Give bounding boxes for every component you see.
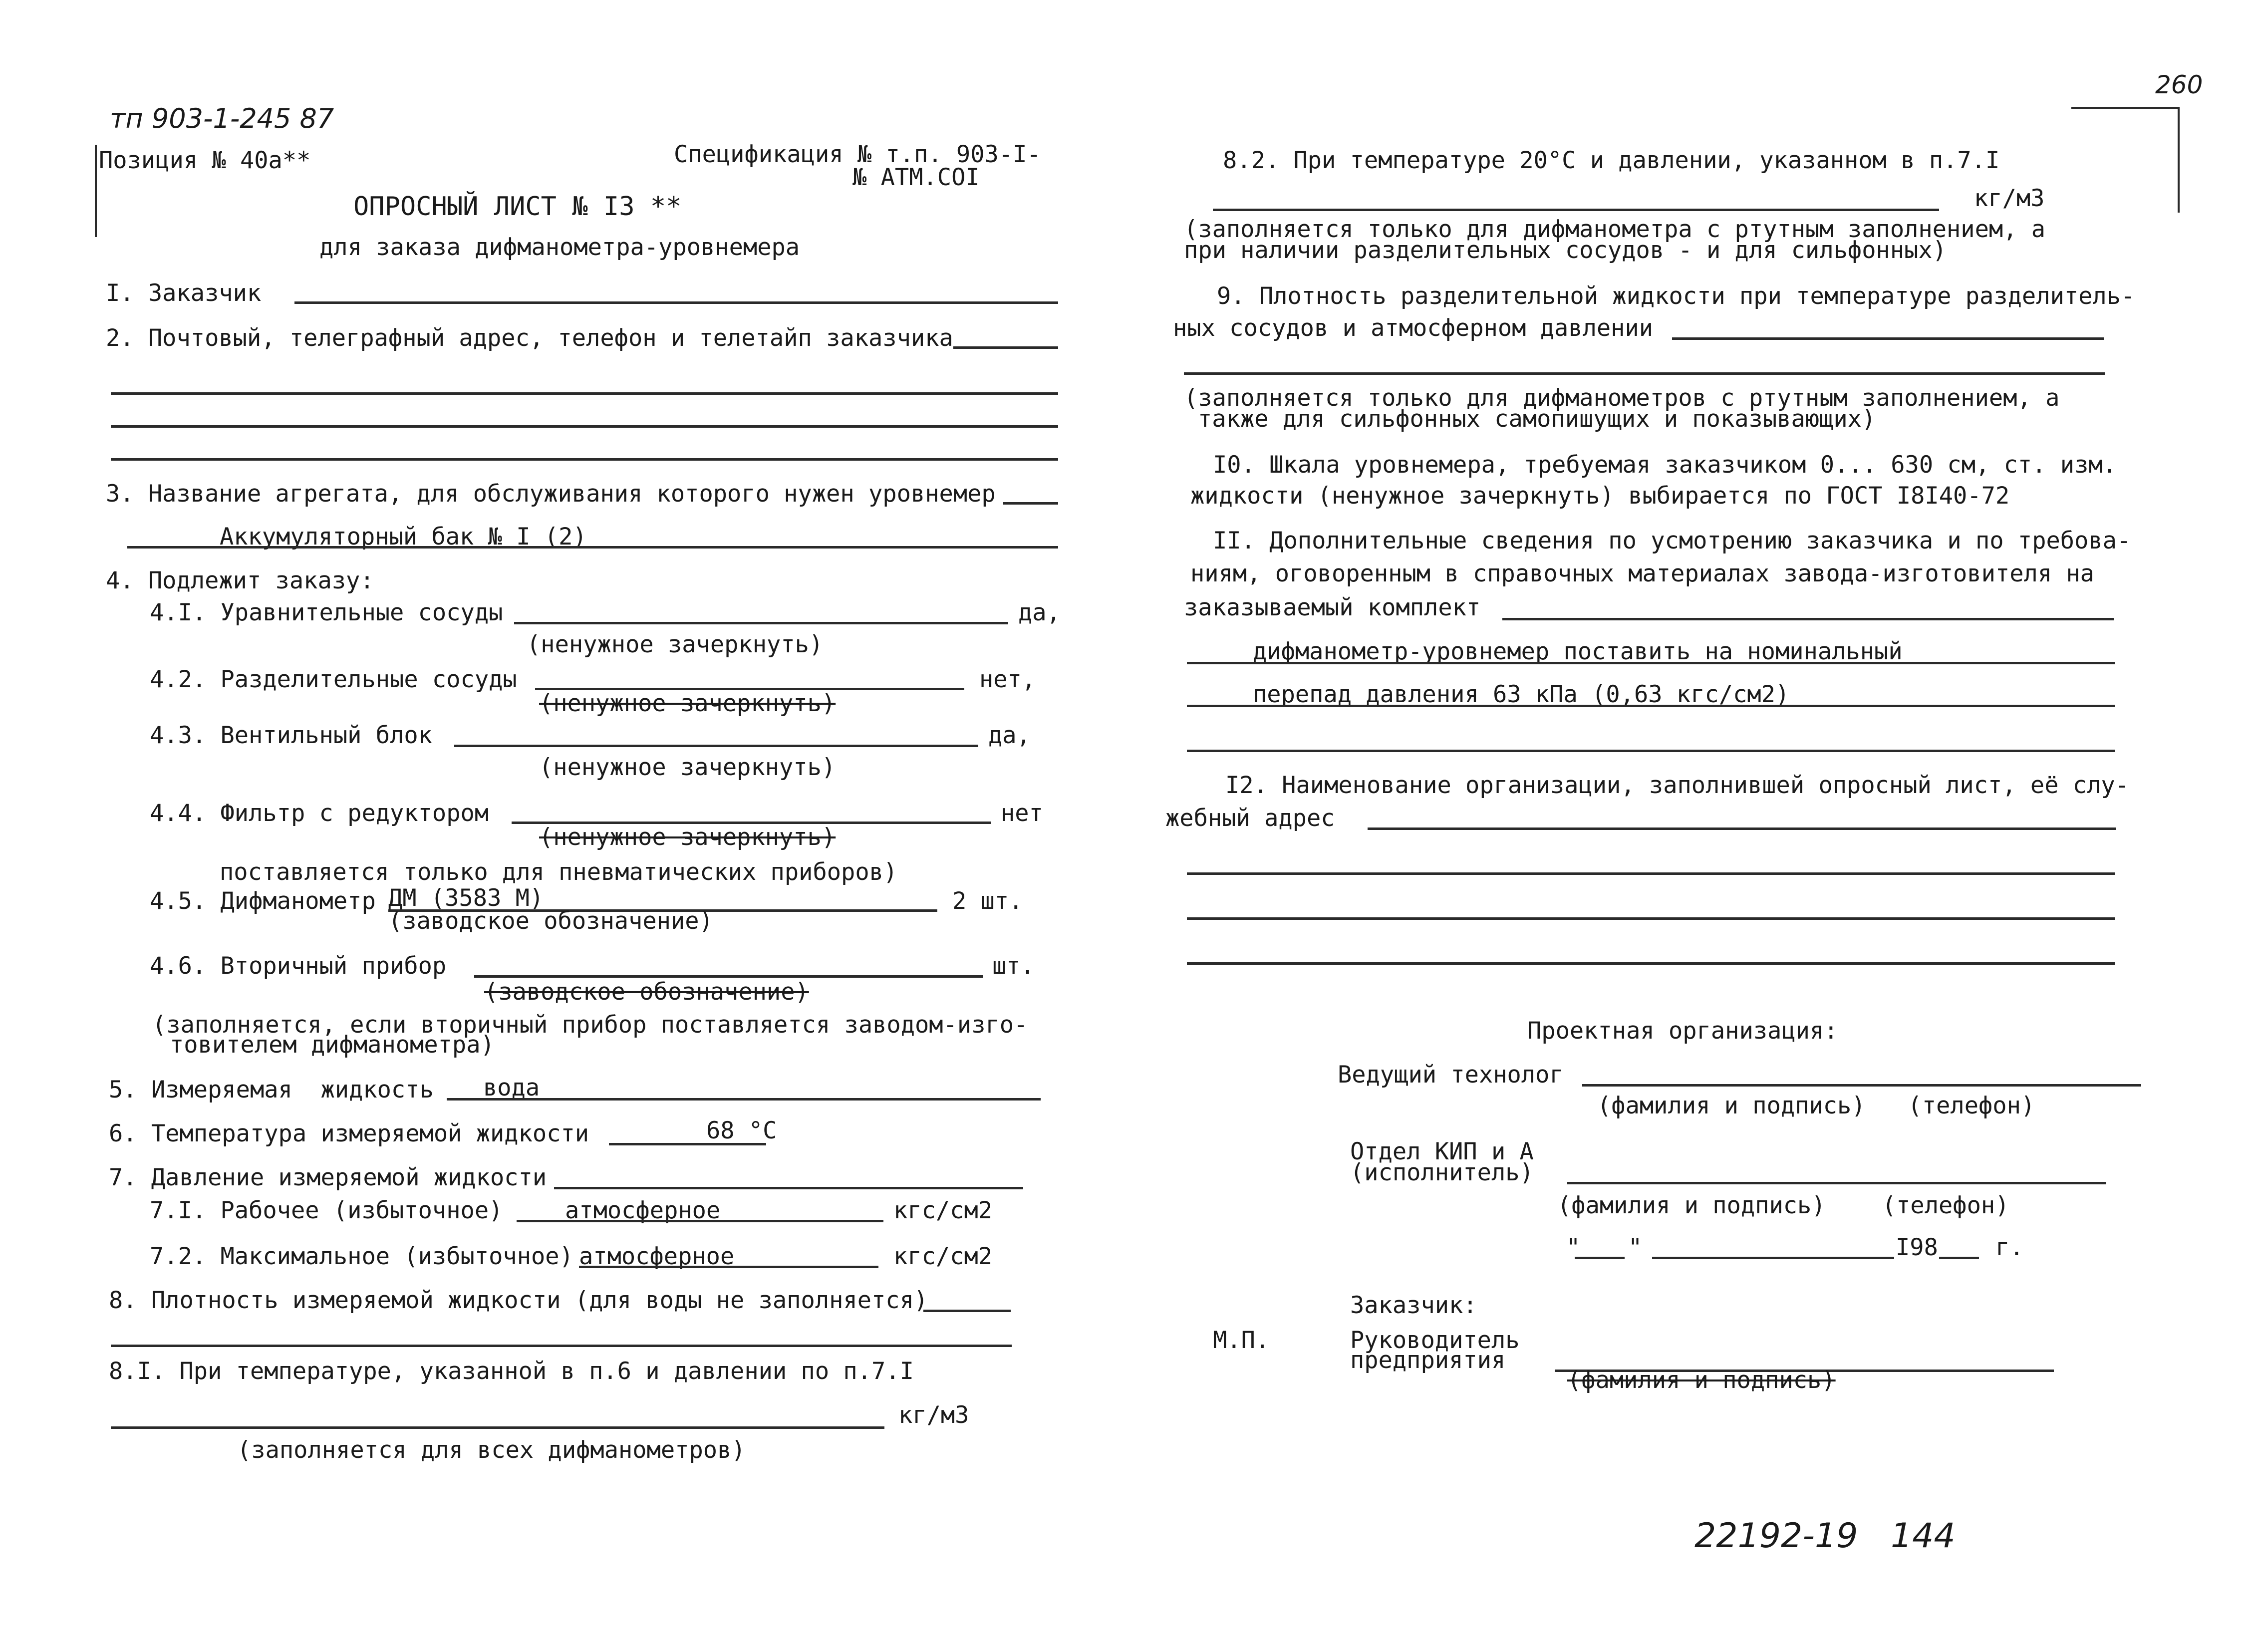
date-year-field[interactable] bbox=[1939, 1257, 1979, 1259]
item-7-label: 7. Давление измеряемой жидкости bbox=[109, 1164, 547, 1191]
bottom-number: 144 bbox=[1891, 1516, 1956, 1556]
item-12-field-line-3[interactable] bbox=[1187, 917, 2115, 920]
item-11-value-line-1[interactable] bbox=[1187, 662, 2115, 664]
lead-technologist-label: Ведущий технолог bbox=[1338, 1061, 1564, 1089]
item-6-field[interactable] bbox=[609, 1143, 766, 1145]
item-8-1-note: (заполняется для всех дифманометров) bbox=[237, 1436, 746, 1464]
item-11-value-2: перепад давления 63 кПа (0,63 кгс/см2) bbox=[1253, 681, 1790, 708]
head-label-2: предприятия bbox=[1350, 1347, 1506, 1374]
item-1-label: I. Заказчик bbox=[106, 279, 262, 307]
item-7-2-label: 7.2. Максимальное (избыточное) bbox=[150, 1243, 573, 1270]
item-7-2-unit: кгс/см2 bbox=[893, 1243, 993, 1270]
item-12-field-line-4[interactable] bbox=[1187, 962, 2115, 965]
item-4-2-answer: нет, bbox=[979, 666, 1036, 693]
date-day-field[interactable] bbox=[1575, 1257, 1625, 1259]
item-2-field-line-3[interactable] bbox=[111, 425, 1058, 428]
item-8-2-unit: кг/м3 bbox=[1974, 185, 2045, 212]
item-11-label-1: II. Дополнительные сведения по усмотрению заказчика и по требова- bbox=[1213, 527, 2131, 554]
item-4-6-note-2a: (заполняется, если вторичный прибор поставляется заводом-изго- bbox=[152, 1011, 1028, 1039]
item-8-label: 8. Плотность измеряемой жидкости (для воды не заполняется) bbox=[109, 1287, 928, 1314]
item-11-label-2: ниям, оговоренным в справочных материалах завода-изготовителя на bbox=[1190, 560, 2094, 587]
item-9-label-1: 9. Плотность разделительной жидкости при температуре разделитель- bbox=[1217, 282, 2135, 310]
item-4-3-note: (ненужное зачеркнуть) bbox=[539, 754, 836, 781]
lead-technologist-field[interactable] bbox=[1582, 1084, 2141, 1087]
item-4-6-label: 4.6. Вторичный прибор bbox=[150, 952, 447, 980]
item-4-5-label: 4.5. Дифманометр bbox=[150, 887, 376, 915]
signature-caption-3: (фамилия и подпись) bbox=[1567, 1367, 1836, 1394]
signature-caption-1: (фамилия и подпись) (телефон) bbox=[1597, 1092, 2035, 1119]
form-title: ОПРОСНЫЙ ЛИСТ № I3 ** bbox=[353, 192, 682, 222]
item-7-2-value: атмосферное bbox=[579, 1243, 735, 1270]
item-11-value-line-2[interactable] bbox=[1187, 705, 2115, 707]
page-number: 260 bbox=[2155, 70, 2203, 99]
item-8-field[interactable] bbox=[923, 1310, 1011, 1312]
item-4-3-field[interactable] bbox=[454, 745, 978, 747]
item-4-4-note: (ненужное зачеркнуть) bbox=[539, 824, 836, 851]
item-7-1-value: атмосферное bbox=[565, 1197, 721, 1224]
item-5-field[interactable] bbox=[447, 1098, 1041, 1101]
item-11-value-1: дифманометр-уровнемер поставить на номинальный bbox=[1253, 638, 1903, 665]
item-12-label-1: I2. Наименование организации, заполнившей опросный лист, её слу- bbox=[1225, 772, 2129, 799]
spec-line-1: Спецификация № т.п. 903-I- bbox=[674, 141, 1041, 168]
item-10-label-2: жидкости (ненужное зачеркнуть) выбирается по ГОСТ I8I40-72 bbox=[1190, 482, 2010, 510]
item-5-label: 5. Измеряемая жидкость bbox=[109, 1076, 434, 1103]
date-month-field[interactable] bbox=[1652, 1257, 1894, 1259]
item-11-field[interactable] bbox=[1502, 618, 2114, 620]
item-2-field-line-4[interactable] bbox=[111, 458, 1058, 461]
item-2-field-line-2[interactable] bbox=[111, 392, 1058, 395]
item-4-6-note-2b: товителем дифманометра) bbox=[170, 1031, 495, 1059]
project-org-label: Проектная организация: bbox=[1527, 1017, 1838, 1045]
date-year-suffix: г. bbox=[1995, 1234, 2024, 1261]
item-4-2-note: (ненужное зачеркнуть) bbox=[539, 690, 836, 717]
item-8-2-note-2: при наличии разделительных сосудов - и для сильфонных) bbox=[1184, 237, 1947, 264]
item-12-field-line-2[interactable] bbox=[1187, 872, 2115, 875]
item-9-label-2: ных сосудов и атмосферном давлении bbox=[1173, 314, 1654, 342]
item-8-2-note-1: (заполняется только для дифманометра с ртутным заполнением, а bbox=[1184, 216, 2046, 243]
item-9-note-2: также для сильфонных самопишущих и показывающих) bbox=[1198, 405, 1876, 433]
item-4-5-qty: 2 шт. bbox=[952, 887, 1023, 915]
item-7-1-field[interactable] bbox=[517, 1220, 883, 1222]
bottom-code: 22192-19 bbox=[1694, 1516, 1858, 1556]
item-4-6-field[interactable] bbox=[474, 975, 983, 978]
item-9-field-line-2[interactable] bbox=[1184, 372, 2105, 375]
item-12-field[interactable] bbox=[1368, 827, 2116, 830]
item-1-field[interactable] bbox=[294, 301, 1058, 304]
item-8-2-field[interactable] bbox=[1213, 209, 1939, 211]
item-7-1-unit: кгс/см2 bbox=[893, 1197, 993, 1224]
item-6-label: 6. Температура измеряемой жидкости bbox=[109, 1120, 589, 1147]
item-4-4-label: 4.4. Фильтр с редуктором bbox=[150, 800, 489, 827]
date-quote-open: " bbox=[1566, 1234, 1581, 1261]
item-8-2-label: 8.2. При температуре 20°С и давлении, указанном в п.7.I bbox=[1223, 147, 2000, 174]
item-8-1-field[interactable] bbox=[111, 1426, 884, 1429]
item-4-5-note: (заводское обозначение) bbox=[388, 907, 713, 935]
item-6-value: 68 °С bbox=[706, 1117, 777, 1144]
item-7-2-field[interactable] bbox=[579, 1266, 878, 1268]
item-4-4-answer: нет bbox=[1001, 800, 1043, 827]
date-year-prefix: I98 bbox=[1896, 1234, 1938, 1261]
department-field[interactable] bbox=[1567, 1182, 2106, 1184]
position-label: Позиция № 40а** bbox=[99, 147, 311, 174]
head-label-1: Руководитель bbox=[1350, 1327, 1520, 1354]
item-4-5-value: ДМ (3583 М) bbox=[388, 884, 544, 912]
item-12-label-2: жебный адрес bbox=[1165, 805, 1335, 832]
form-subtitle: для заказа дифманометра-уровнемера bbox=[319, 234, 800, 261]
item-11-label-3: заказываемый комплект bbox=[1184, 594, 1481, 621]
item-4-6-note: (заводское обозначение) bbox=[484, 978, 809, 1006]
signature-caption-2: (фамилия и подпись) (телефон) bbox=[1557, 1192, 2009, 1219]
item-3-value: Аккумуляторный бак № I (2) bbox=[220, 523, 587, 551]
corner-rule-right bbox=[2178, 107, 2180, 213]
spec-line-2: № АТМ.СОI bbox=[852, 164, 980, 191]
item-2-label: 2. Почтовый, телеграфный адрес, телефон и телетайп заказчика bbox=[106, 324, 953, 352]
item-7-1-label: 7.I. Рабочее (избыточное) bbox=[150, 1197, 503, 1224]
item-9-note-1: (заполняется только для дифманометров с ртутным заполнением, а bbox=[1184, 384, 2060, 412]
item-3-label: 3. Название агрегата, для обслуживания которого нужен уровнемер bbox=[106, 480, 996, 508]
item-4-4-note-2: поставляется только для пневматических приборов) bbox=[220, 858, 898, 886]
item-7-field[interactable] bbox=[554, 1187, 1023, 1189]
item-5-value: вода bbox=[483, 1074, 540, 1101]
department-label-1: Отдел КИП и А bbox=[1350, 1138, 1534, 1165]
item-8-field-line-2[interactable] bbox=[111, 1345, 1012, 1347]
item-4-3-label: 4.3. Вентильный блок bbox=[150, 722, 432, 749]
item-3-field[interactable] bbox=[1003, 502, 1058, 505]
stamp-label: М.П. bbox=[1213, 1327, 1270, 1354]
item-4-1-note: (ненужное зачеркнуть) bbox=[527, 631, 824, 658]
item-4-1-answer: да, bbox=[1018, 599, 1061, 626]
project-code: тп 903-1-245 87 bbox=[110, 103, 334, 134]
item-4-1-label: 4.I. Уравнительные сосуды bbox=[150, 599, 503, 626]
item-4-label: 4. Подлежит заказу: bbox=[106, 567, 374, 594]
item-8-1-unit: кг/м3 bbox=[898, 1401, 969, 1429]
left-bracket-rule bbox=[95, 145, 97, 237]
department-label-2: (исполнитель) bbox=[1350, 1159, 1534, 1186]
item-4-1-field[interactable] bbox=[514, 622, 1008, 624]
item-4-3-answer: да, bbox=[988, 722, 1031, 749]
item-4-2-label: 4.2. Разделительные сосуды bbox=[150, 666, 517, 693]
corner-rule-top bbox=[2071, 107, 2179, 109]
date-quote-close: " bbox=[1628, 1234, 1643, 1261]
customer-label: Заказчик: bbox=[1350, 1292, 1477, 1319]
item-4-6-qty: шт. bbox=[992, 952, 1035, 980]
item-3-value-line[interactable] bbox=[127, 546, 1058, 549]
item-10-label-1: I0. Шкала уровнемера, требуемая заказчиком 0... 630 см, ст. изм. bbox=[1213, 451, 2117, 479]
item-2-field[interactable] bbox=[953, 346, 1058, 349]
item-8-1-label: 8.I. При температуре, указанной в п.6 и давлении по п.7.I bbox=[109, 1358, 914, 1385]
item-11-value-line-3[interactable] bbox=[1187, 750, 2115, 752]
item-9-field[interactable] bbox=[1672, 337, 2104, 340]
